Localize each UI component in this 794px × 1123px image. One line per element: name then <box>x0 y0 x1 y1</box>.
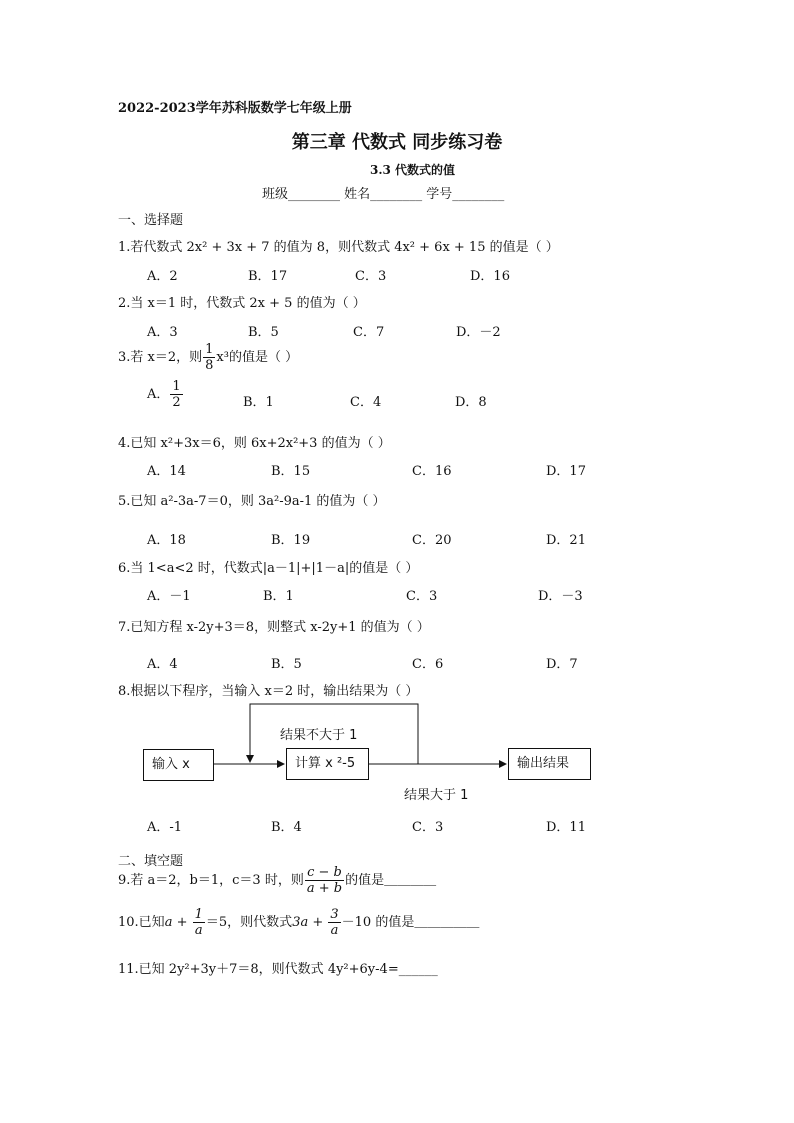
q10-fraction-2-numerator: 3 <box>330 907 339 922</box>
q9-stem-end: 的值是＿＿＿＿ <box>345 873 437 888</box>
q10-fraction-1 <box>193 908 205 937</box>
q2-option-c: C．7 <box>353 325 385 340</box>
output-box: 输出结果 <box>508 748 591 780</box>
q3-option-a-numerator: 1 <box>172 379 181 394</box>
q1-option-b: B．17 <box>248 269 288 284</box>
q9-stem-start: 9.若 a＝2，b＝1，c＝3 时，则 <box>118 873 304 888</box>
loop-label: 结果不大于 1 <box>280 728 358 743</box>
document-header: 2022-2023学年苏科版数学七年级上册 <box>118 101 352 116</box>
q10-fraction-1-denominator: a <box>194 923 203 938</box>
q1-option-d: D．16 <box>470 269 510 284</box>
q3-fraction-numerator: 1 <box>205 342 214 357</box>
q5-option-c: C．20 <box>412 533 452 548</box>
question-4: 4.已知 x²+3x＝6，则 6x+2x²+3 的值为（ ） <box>118 436 391 451</box>
q3-stem-start: 3.若 x＝2，则 <box>118 350 203 365</box>
q10-variable-a: a <box>164 915 173 930</box>
q5-option-d: D．21 <box>546 533 586 548</box>
calc-box: 计算 x ²-5 <box>286 748 369 780</box>
q3-option-d: D．8 <box>455 395 487 410</box>
q2-option-d: D．－2 <box>456 325 501 340</box>
q7-option-a: A．4 <box>147 657 178 672</box>
q3-option-a-label: A． <box>147 387 170 402</box>
q3-fraction-denominator: 8 <box>205 358 214 373</box>
q7-option-d: D．7 <box>546 657 578 672</box>
q10-stem-start: 10.已知 <box>118 915 165 930</box>
q4-option-d: D．17 <box>546 464 586 479</box>
q5-option-b: B．19 <box>271 533 311 548</box>
question-5: 5.已知 a²-3a-7＝0，则 3a²-9a-1 的值为（ ） <box>118 494 386 509</box>
q9-fraction <box>305 866 344 895</box>
q10-plus: + <box>172 915 192 930</box>
question-9 <box>118 866 436 895</box>
q3-option-b: B．1 <box>243 395 274 410</box>
q10-fraction-2-denominator: a <box>330 923 339 938</box>
q8-option-d: D．11 <box>546 820 586 835</box>
q1-option-a: A．2 <box>147 269 178 284</box>
q7-option-c: C．6 <box>412 657 444 672</box>
q8-option-a: A．-1 <box>147 820 183 835</box>
q6-option-a: A．－1 <box>147 589 191 604</box>
q7-option-b: B．5 <box>271 657 302 672</box>
page-title: 第三章 代数式 同步练习卷 <box>291 132 503 153</box>
q9-fraction-denominator: a + b <box>306 881 343 896</box>
q10-fraction-1-numerator: 1 <box>194 907 203 922</box>
q3-stem-end: x³的值是（ ） <box>216 350 299 365</box>
q4-option-a: A．14 <box>147 464 186 479</box>
question-6: 6.当 1<a<2 时，代数式|a－1|+|1－a|的值是（ ） <box>118 561 419 576</box>
q3-option-c: C．4 <box>350 395 382 410</box>
input-box: 输入 x <box>143 749 214 781</box>
question-10 <box>118 908 479 937</box>
q8-option-c: C．3 <box>412 820 444 835</box>
q4-option-c: C．16 <box>412 464 452 479</box>
q4-option-b: B．15 <box>271 464 311 479</box>
q3-option-a-denominator: 2 <box>172 395 181 410</box>
q10-expression: 3a + <box>292 915 328 930</box>
section-heading-choice: 一、选择题 <box>118 213 184 228</box>
exit-label: 结果大于 1 <box>404 788 469 803</box>
q2-option-a: A．3 <box>147 325 178 340</box>
q2-option-b: B．5 <box>248 325 279 340</box>
q6-option-b: B．1 <box>263 589 294 604</box>
question-7: 7.已知方程 x-2y+3＝8，则整式 x-2y+1 的值为（ ） <box>118 620 430 635</box>
q6-option-c: C．3 <box>406 589 438 604</box>
q10-stem-end: －10 的值是＿＿＿＿＿ <box>341 915 480 930</box>
question-1: 1.若代数式 2x² + 3x + 7 的值为 8，则代数式 4x² + 6x + 15 的值是（ ） <box>118 240 559 255</box>
q9-fraction-numerator: c − b <box>305 866 344 881</box>
q5-option-a: A．18 <box>147 533 186 548</box>
q10-fraction-2 <box>328 908 340 937</box>
q8-option-b: B．4 <box>271 820 302 835</box>
q1-option-c: C．3 <box>355 269 387 284</box>
section-heading-fill: 二、填空题 <box>118 854 184 869</box>
question-2: 2.当 x＝1 时，代数式 2x + 5 的值为（ ） <box>118 296 366 311</box>
student-info-line: 班级________ 姓名________ 学号________ <box>262 187 505 202</box>
question-11: 11.已知 2y²+3y＋7＝8，则代数式 4y²+6y-4=______ <box>118 962 438 977</box>
question-8: 8.根据以下程序，当输入 x＝2 时，输出结果为（ ） <box>118 684 419 699</box>
section-subtitle: 3.3 代数式的值 <box>370 163 456 177</box>
q6-option-d: D．－3 <box>538 589 583 604</box>
q10-stem-mid: ＝5，则代数式 <box>205 915 293 930</box>
